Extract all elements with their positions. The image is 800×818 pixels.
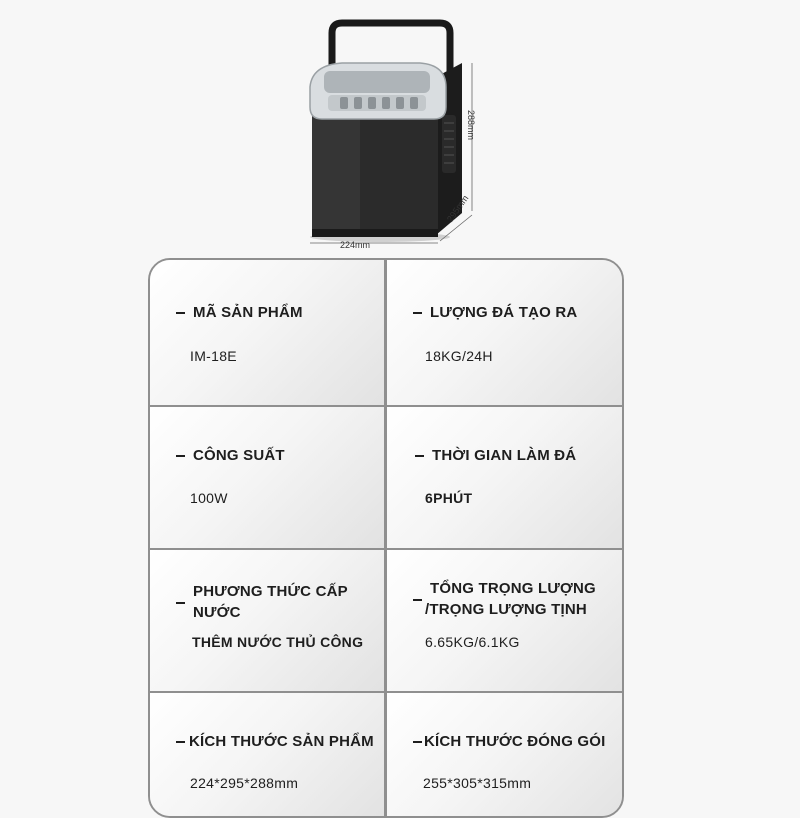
grid-divider bbox=[150, 548, 622, 550]
spec-cell-power bbox=[150, 407, 384, 548]
spec-value: 224*295*288mm bbox=[190, 775, 299, 791]
grid-divider bbox=[384, 260, 387, 816]
spec-value: 100W bbox=[190, 490, 228, 506]
grid-divider bbox=[150, 691, 622, 693]
spec-label: CÔNG SUẤT bbox=[176, 447, 285, 464]
spec-value: 6.65KG/6.1KG bbox=[425, 634, 520, 650]
spec-label: TỔNG TRỌNG LƯỢNG /TRỌNG LƯỢNG TỊNH bbox=[413, 580, 596, 618]
spec-label: THỜI GIAN LÀM ĐÁ bbox=[415, 447, 576, 464]
spec-label: PHƯƠNG THỨC CẤP NƯỚC bbox=[176, 583, 348, 621]
spec-label: MÃ SẢN PHẨM bbox=[176, 304, 303, 321]
spec-label: KÍCH THƯỚC SẢN PHẨM bbox=[176, 733, 374, 750]
spec-cell-weight bbox=[387, 550, 624, 691]
spec-value: IM-18E bbox=[190, 348, 237, 364]
spec-cell-model bbox=[150, 260, 384, 405]
spec-cell-package-size bbox=[387, 693, 624, 818]
dimension-width-label: 224mm bbox=[340, 240, 371, 250]
spec-table bbox=[148, 258, 624, 818]
grid-divider bbox=[150, 405, 622, 407]
spec-cell-water-supply bbox=[150, 550, 384, 691]
spec-label: LƯỢNG ĐÁ TẠO RA bbox=[413, 304, 577, 321]
dimension-height-label: 288mm bbox=[466, 110, 476, 141]
spec-value: 6PHÚT bbox=[425, 490, 473, 506]
spec-label: KÍCH THƯỚC ĐÓNG GÓI bbox=[413, 733, 606, 750]
spec-value: THÊM NƯỚC THỦ CÔNG bbox=[192, 634, 364, 650]
spec-value: 255*305*315mm bbox=[423, 775, 532, 791]
spec-value: 18KG/24H bbox=[425, 348, 493, 364]
spec-cell-product-size bbox=[150, 693, 384, 818]
spec-cell-ice-time bbox=[387, 407, 624, 548]
spec-cell-ice-output bbox=[387, 260, 624, 405]
dimension-depth-label: 295mm bbox=[445, 193, 471, 224]
